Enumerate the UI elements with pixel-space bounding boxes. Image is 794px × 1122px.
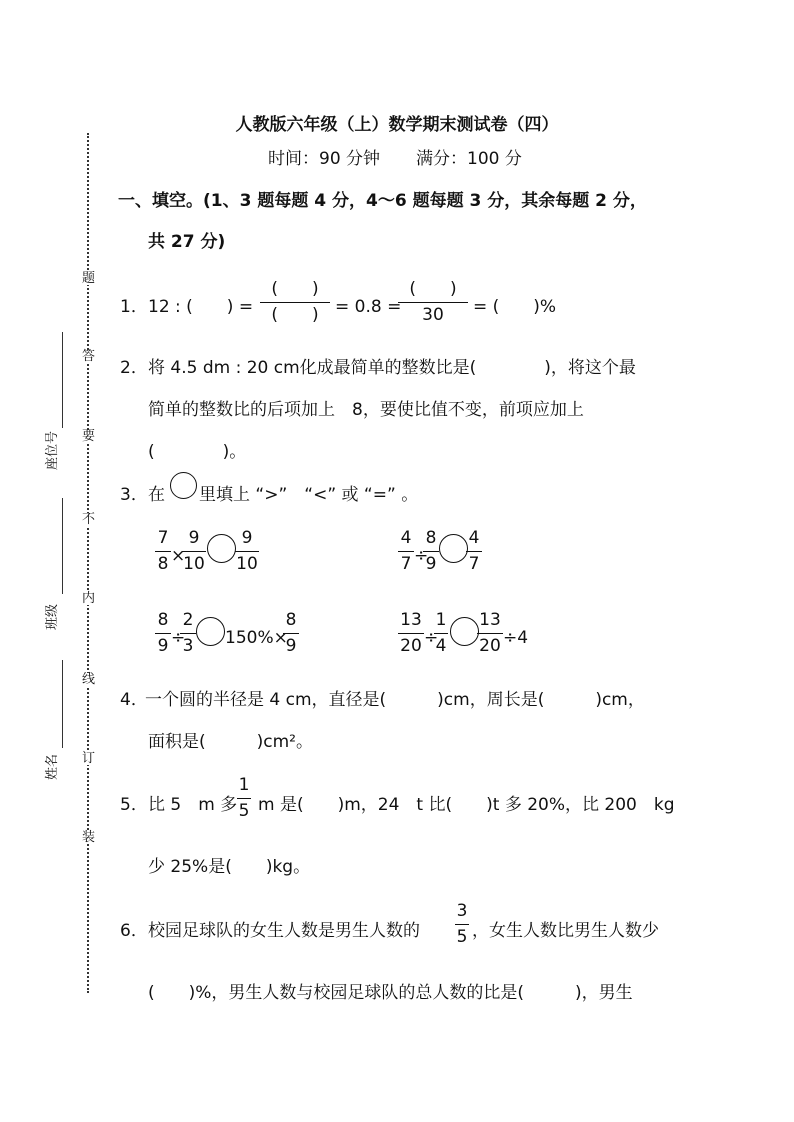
denominator: 8: [157, 554, 169, 574]
q1-text-a: 12 : ( ) =: [148, 297, 254, 317]
fraction: [283, 612, 299, 655]
comparison-circle: [439, 534, 468, 563]
full-score: 满分：100 分: [416, 149, 522, 169]
denominator: 20: [400, 636, 422, 656]
fraction: [235, 530, 259, 573]
q5-text-b: m 是( )m，24 t 比( )t 多 20%，比 200 kg: [258, 795, 675, 815]
q4-line-1: 一个圆的半径是 4 cm，直径是( )cm，周长是( )cm，: [145, 690, 645, 710]
question-number: 5．: [120, 795, 148, 815]
denominator: 20: [479, 636, 501, 656]
question-number: 4．: [120, 690, 148, 710]
q1-frac1-numerator: ( ): [260, 281, 330, 303]
q3-text-pre: 在: [148, 485, 165, 505]
numerator: 3: [455, 903, 469, 925]
q6-fraction: [455, 903, 469, 946]
fraction: [423, 530, 439, 573]
fraction: [398, 530, 414, 573]
binding-dotted-line: [87, 133, 89, 993]
q3-e3-mid: 150%×: [225, 628, 288, 648]
q6-text-b: ，女生人数比男生人数少: [472, 921, 659, 941]
denominator: 3: [182, 636, 194, 656]
numerator: 9: [182, 530, 206, 552]
q2-line-1: 将 4.5 dm : 20 cm化成最简单的整数比是( )，将这个最: [148, 358, 636, 378]
q4-line-2: 面积是( )cm²。: [148, 732, 313, 752]
q5-line-2: 少 25%是( )kg。: [148, 857, 311, 877]
fraction: [466, 530, 482, 573]
denominator: 4: [435, 636, 447, 656]
denominator: 5: [456, 927, 468, 947]
denominator: 10: [183, 554, 205, 574]
q1-text-c: = ( )%: [473, 297, 557, 317]
numerator: 4: [466, 530, 482, 552]
numerator: 8: [283, 612, 299, 634]
binding-char: 不: [82, 512, 96, 527]
question-number: 1．: [120, 297, 148, 317]
q1-frac1-denominator: ( ): [271, 305, 319, 325]
time-limit: 时间：90 分钟: [268, 149, 381, 169]
comparison-circle: [196, 617, 225, 646]
numerator: 7: [155, 530, 171, 552]
q2-line-3: ( )。: [148, 442, 247, 462]
comparison-circle: [170, 472, 197, 499]
fraction: [398, 612, 424, 655]
class-line: [62, 498, 63, 594]
q2-line-2: 简单的整数比的后项加上 8，要使比值不变，前项应加上: [148, 400, 584, 420]
operator: ÷: [424, 628, 439, 648]
q1-fraction-1: [260, 281, 330, 324]
q6-text-a: 校园足球队的女生人数是男生人数的: [148, 921, 420, 941]
numerator: 2: [180, 612, 196, 634]
question-number: 6．: [120, 921, 148, 941]
page-title: 人教版六年级（上）数学期末测试卷（四）: [235, 115, 559, 135]
q1-text-b: = 0.8 =: [335, 297, 402, 317]
comparison-circle: [450, 617, 479, 646]
operator: ÷: [171, 628, 186, 648]
fraction: [182, 530, 206, 573]
fraction: [180, 612, 196, 655]
section-heading: 一、填空。(1、3 题每题 4 分，4～6 题每题 3 分，其余每题 2 分，: [118, 191, 647, 211]
q3-text-post: 里填上 “>” “<” 或 “=” 。: [199, 485, 419, 505]
numerator: 8: [423, 530, 439, 552]
seat-number-label: 座位号: [45, 430, 60, 470]
operator: ×: [171, 546, 186, 566]
binding-char: 题: [82, 271, 96, 286]
seat-number-line: [62, 332, 63, 428]
question-number: 2．: [120, 358, 148, 378]
name-line: [62, 660, 63, 748]
class-label: 班级: [45, 603, 60, 630]
q1-frac2-numerator: ( ): [398, 281, 468, 303]
fraction: [477, 612, 503, 655]
binding-char: 答: [82, 349, 96, 364]
numerator: 1: [434, 612, 448, 634]
denominator: 7: [468, 554, 480, 574]
numerator: 1: [237, 777, 251, 799]
binding-char: 要: [82, 429, 96, 444]
q5-text-a: 比 5 m 多: [148, 795, 238, 815]
denominator: 9: [425, 554, 437, 574]
numerator: 9: [235, 530, 259, 552]
denominator: 9: [157, 636, 169, 656]
q3-e4-tail: ÷4: [503, 628, 529, 648]
numerator: 13: [398, 612, 424, 634]
fraction: [155, 530, 171, 573]
q1-frac2-denominator: 30: [422, 305, 444, 325]
fraction: [155, 612, 171, 655]
question-number: 3．: [120, 485, 148, 505]
q6-line-2: ( )%，男生人数与校园足球队的总人数的比是( )，男生: [148, 983, 633, 1003]
fraction: [434, 612, 448, 655]
denominator: 9: [285, 636, 297, 656]
section-heading-cont: 共 27 分): [148, 232, 226, 252]
binding-char: 线: [82, 672, 96, 687]
q1-fraction-2: [398, 281, 468, 324]
comparison-circle: [207, 534, 236, 563]
numerator: 8: [155, 612, 171, 634]
binding-char: 装: [82, 830, 96, 845]
numerator: 13: [477, 612, 503, 634]
denominator: 5: [238, 801, 250, 821]
operator: ÷: [414, 546, 429, 566]
binding-char: 订: [82, 751, 96, 766]
name-label: 姓名: [45, 753, 60, 780]
binding-char: 内: [82, 591, 96, 606]
numerator: 4: [398, 530, 414, 552]
denominator: 10: [236, 554, 258, 574]
q5-fraction: [237, 777, 251, 820]
denominator: 7: [400, 554, 412, 574]
